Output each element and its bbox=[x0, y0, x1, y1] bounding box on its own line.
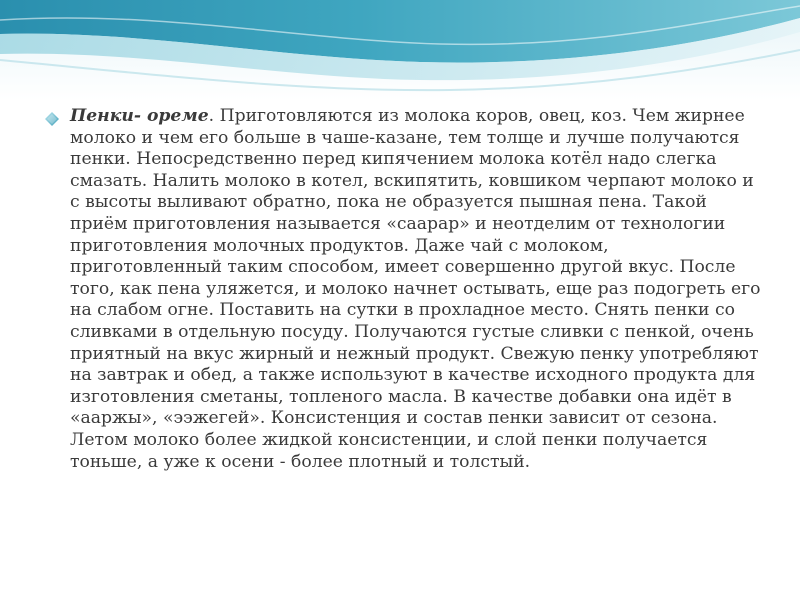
teal-diamond-bullet-icon bbox=[44, 111, 60, 127]
slide-content bbox=[44, 106, 764, 473]
bullet-paragraph bbox=[44, 106, 764, 473]
term-heading: Пенки- ореме bbox=[70, 106, 209, 126]
wave-header-decoration bbox=[0, 0, 800, 100]
body-paragraph bbox=[70, 106, 764, 473]
body-text: . Приготовляются из молока коров, овец, коз. Чем жирнее молоко и чем его больше в чаше-казане, тем толще и лучше получаются пенки. Непосредственно перед кипячением молока котёл надо слегка смазать. Налить молоко в котел, вскипятить, ковшиком черпают молоко и с высоты выливают обратно, пока не образуется пышная пена. Такой приём приготовления называется «саарар» и неотделим от технологии приготовления молочных продуктов. Даже чай с молоком, приготовленный таким способом, имеет совершенно другой вкус. После того, как пена уляжется, и молоко начнет остывать, еще раз подогреть его на слабом огне. Поставить на сутки в прохладное место. Снять пенки со сливками в отдельную посуду. Получаются густые сливки с пенкой, очень приятный на вкус жирный и нежный продукт. Свежую пенку употребляют на завтрак и обед, а также используют в качестве исходного продукта для изготовления сметаны, топленого масла. В качестве добавки она идёт в «ааржы», «ээжегей». Консистенция и состав пенки зависит от сезона. Летом молоко более жидкой консистенции, и слой пенки получается тоньше, а уже к осени - более плотный и толстый. bbox=[70, 106, 761, 472]
